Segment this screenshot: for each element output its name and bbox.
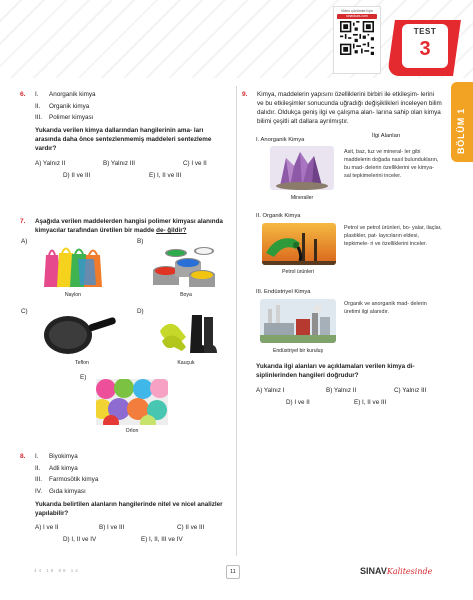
options-row xyxy=(35,535,228,544)
question-7 xyxy=(20,217,230,435)
options-row xyxy=(35,159,228,168)
field-title: I. Anorganik Kimya xyxy=(256,137,305,143)
cell-letter: A) xyxy=(21,238,28,246)
field-description: Organik ve anorganik mad- delerin üretimi ilgi alanıdır. xyxy=(344,301,427,316)
nylon-bags-icon xyxy=(42,241,104,289)
question-number: 6. xyxy=(20,91,26,98)
test-badge xyxy=(402,24,448,68)
list-item: III. Farmosötik kimya xyxy=(35,476,99,484)
field-title: III. Endüstriyel Kimya xyxy=(256,289,311,295)
field-description: Petrol ve petrol ürünleri, bo- yalar, ilaçlar, plastikler, pat- layıcıların eldesi, tepkimele- ri ve özelliklerini inceler. xyxy=(344,225,442,248)
cell-letter: E) xyxy=(80,374,87,382)
question-8 xyxy=(20,452,228,547)
petroleum-pump-icon xyxy=(262,223,336,265)
list-item: III. Polimer kimyası xyxy=(35,114,94,122)
field-industrial xyxy=(256,288,310,296)
teflon-pan-icon xyxy=(42,311,118,357)
image-caption: Orlon xyxy=(125,428,139,435)
option-c[interactable]: C) II ve III xyxy=(177,523,205,531)
question-9 xyxy=(242,90,442,420)
option-d[interactable]: D) I ve II xyxy=(286,399,310,406)
field-caption: Petrol ürünleri xyxy=(282,269,314,275)
list-item: IV. Gıda kimyası xyxy=(35,487,86,495)
option-e[interactable]: E) I, II, III ve IV xyxy=(141,536,183,544)
options-row xyxy=(286,398,446,407)
options-row xyxy=(35,523,228,532)
section-tab xyxy=(451,82,473,162)
image-caption: Boya xyxy=(180,292,192,299)
publisher-logo: SINAVKalitesinde xyxy=(360,566,433,576)
question-number: 7. xyxy=(20,218,26,225)
options-row xyxy=(35,171,228,180)
option-b[interactable]: B) I ve III xyxy=(99,523,125,531)
field-description: Asit, baz, tuz ve mineral- ler gibi maddelerin doğada nasıl bulundukların, bu mad- delerin özelliklerini ve kimya- sal tepkimelerini inceler. xyxy=(344,149,439,180)
qr-panel[interactable] xyxy=(333,6,381,74)
item-list xyxy=(35,452,228,496)
section-label: BÖLÜM 1 xyxy=(456,107,466,154)
list-item: I. Biyokimya xyxy=(35,453,78,460)
qr-link[interactable]: sinavkurs.com xyxy=(337,14,377,19)
option-d[interactable]: D) II ve III xyxy=(63,171,91,179)
question-number: 9. xyxy=(242,91,248,98)
option-c[interactable]: C) Yalnız III xyxy=(394,387,427,394)
cell-letter: D) xyxy=(137,308,144,316)
image-caption: Kauçuk xyxy=(177,360,195,367)
field-organic xyxy=(256,212,300,220)
question-stem: Yukarıda verilen kimya dallarından hangilerinin ama- ları arasında daha önce sentezlenmemiş maddeleri sentezleme vardır? xyxy=(35,127,212,153)
option-b[interactable]: B) Yalnız III xyxy=(103,159,135,167)
qr-caption: Video çözümleri için xyxy=(341,9,373,13)
question-stem: Yukarıda belirtilen alanların hangilerinde nitel ve nicel analizler yapılabilir? xyxy=(35,500,223,517)
footer-marks: 44 18 88 14 xyxy=(34,568,80,573)
image-caption: Naylon xyxy=(64,292,82,299)
page-number: 11 xyxy=(226,565,240,579)
paint-cans-icon xyxy=(152,241,218,289)
option-d[interactable]: D) I, II ve IV xyxy=(63,536,97,544)
question-stem: Aşağıda verilen maddelerden hangisi polimer kimyası alanında kimyacılar tarafından üretilen bir madde de- ğildir? xyxy=(35,218,223,235)
column-header: İlgi Alanları xyxy=(372,133,401,139)
option-a[interactable]: A) Yalnız I xyxy=(256,387,285,394)
question-stem: Yukarıda ilgi alanları ve açıklamaları verilen kimya di- siplinlerinden hangileri doğrudur? xyxy=(256,363,415,380)
options-row xyxy=(256,386,442,395)
test-number: 3 xyxy=(419,37,431,60)
image-caption: Teflon xyxy=(75,360,89,367)
question-intro: Kimya, maddelerin yapısını özelliklerini birbiri ile etkileşim- lerini ve bu etkileşimler sonucunda uğradığı değişiklikleri inceleyen bilim dalıdır. Oldukça geniş ilgi ve çalışma alan- larına sahip olan kimya bilimi çeşitli alt dallara ayrılmıştır. xyxy=(257,91,442,126)
field-caption: Endüstriyel bir kuruluş xyxy=(272,348,324,354)
list-item: II. Organik kimya xyxy=(35,102,90,110)
field-caption: Mineraller xyxy=(290,195,314,201)
question-6 xyxy=(20,90,228,183)
option-a[interactable]: A) I ve II xyxy=(35,523,59,531)
list-item: I. Anorganik kimya xyxy=(35,91,96,98)
test-label: TEST xyxy=(413,27,437,36)
option-a[interactable]: A) Yalnız II xyxy=(35,159,66,167)
field-inorganic xyxy=(256,136,304,144)
question-number: 8. xyxy=(20,453,26,460)
list-item: II. Adli kimya xyxy=(35,464,78,472)
cell-letter: B) xyxy=(137,238,144,246)
cell-letter: C) xyxy=(21,308,28,316)
orlon-yarn-icon xyxy=(96,379,168,425)
qr-code-icon[interactable] xyxy=(340,21,374,55)
industrial-plant-icon xyxy=(260,299,336,343)
item-list xyxy=(35,90,228,122)
column-divider xyxy=(236,86,237,556)
rubber-gloves-boots-icon xyxy=(154,311,218,357)
option-e[interactable]: E) I, II ve III xyxy=(149,171,182,179)
mineral-crystal-icon xyxy=(270,146,334,190)
option-c[interactable]: C) I ve II xyxy=(183,159,207,167)
field-title: II. Organik Kimya xyxy=(256,213,301,219)
option-b[interactable]: B) Yalnız II xyxy=(326,387,357,394)
option-e[interactable]: E) I, II ve III xyxy=(354,399,387,406)
